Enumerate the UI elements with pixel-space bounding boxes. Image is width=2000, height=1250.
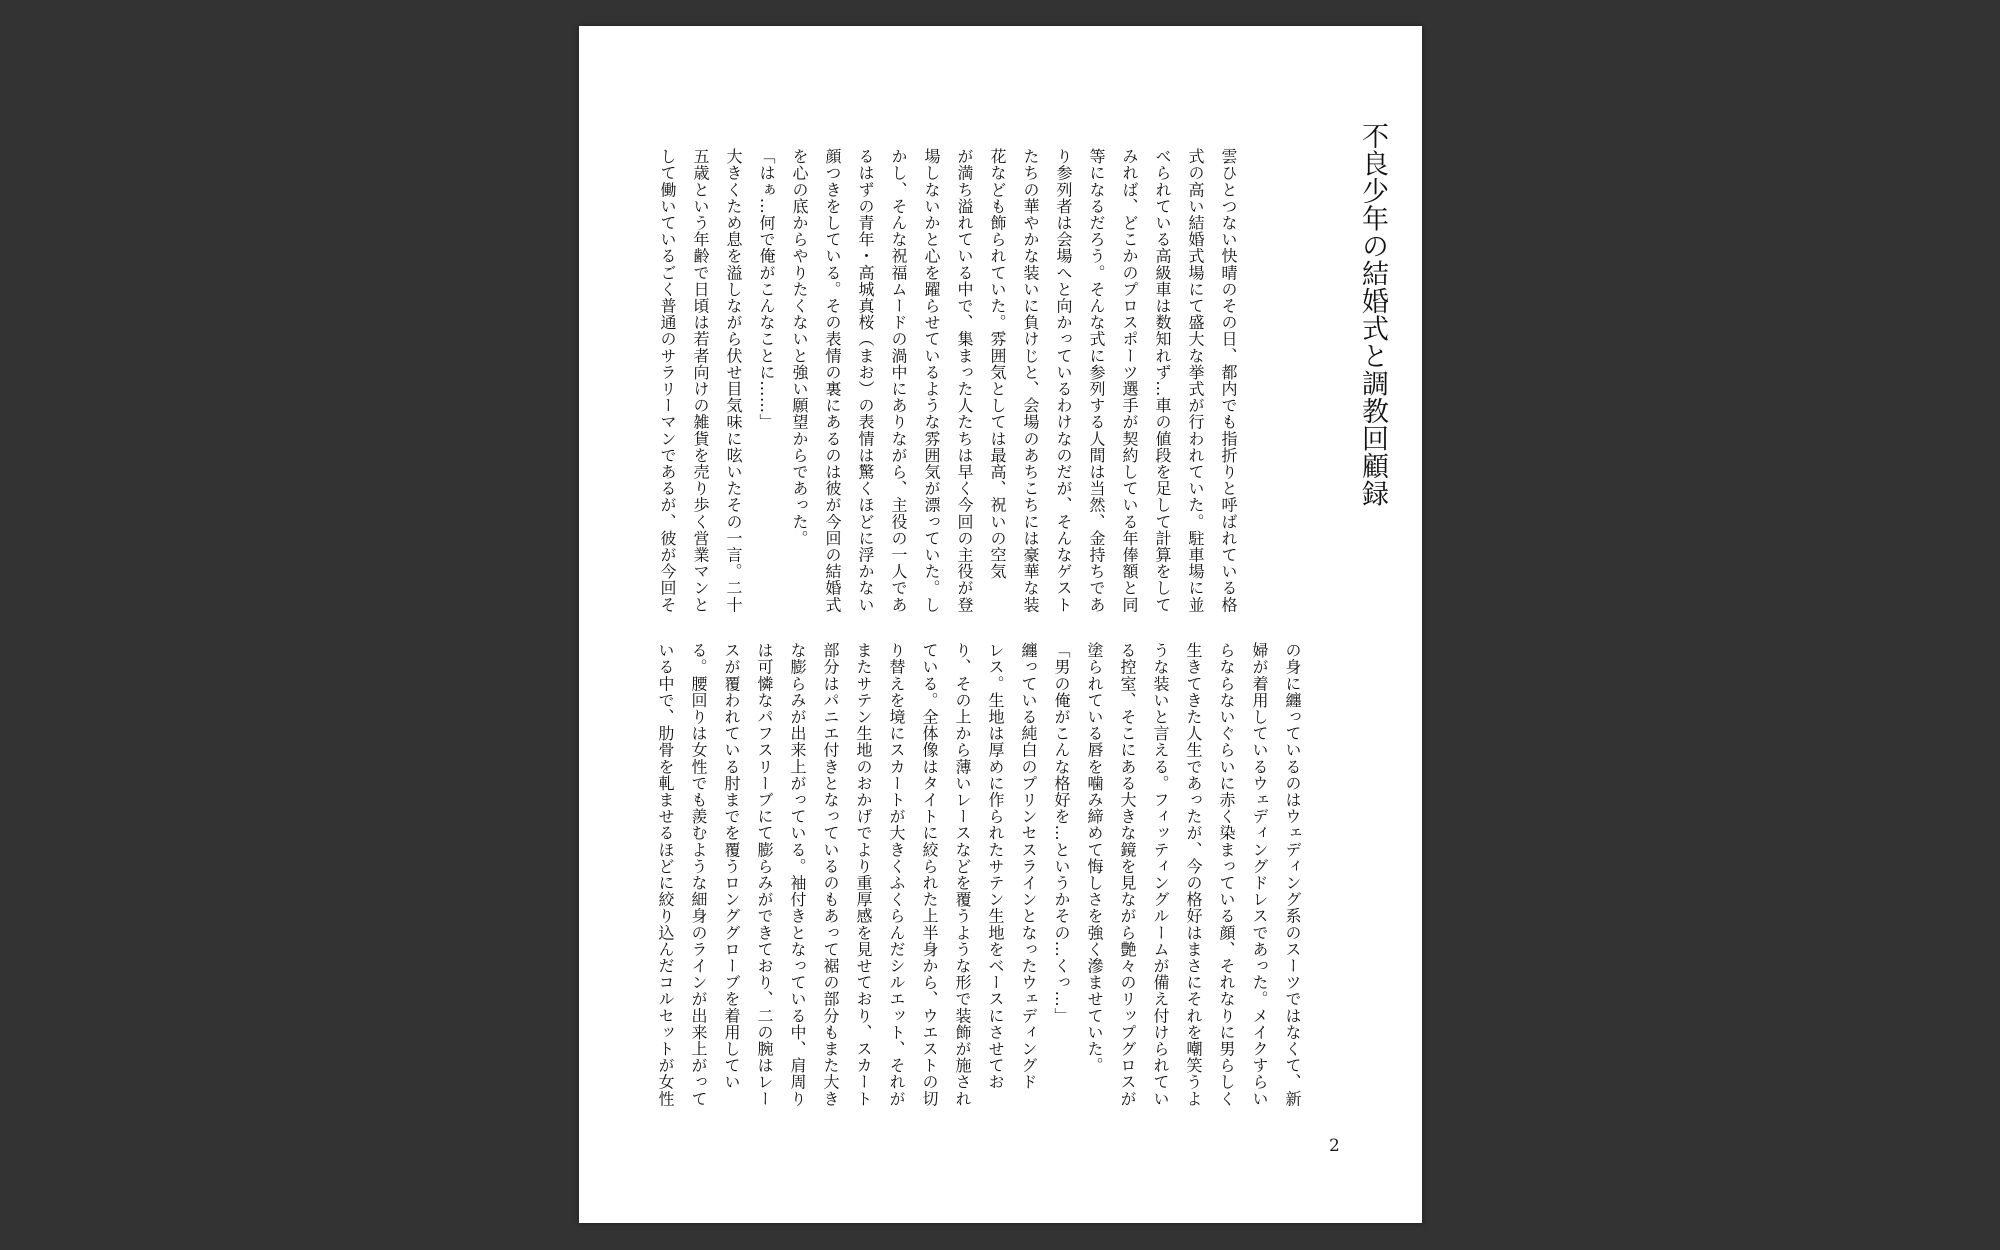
text-line: り、その上から薄いレースなどを覆うような形で装飾が施され xyxy=(953,642,972,1107)
text-line: な膨らみが出来上がっている。袖付きとなっている中、肩周り xyxy=(788,642,807,1107)
text-block-upper xyxy=(658,148,1245,613)
text-line: 部分はパニエ付きとなっているのもあって裾の部分もまた大き xyxy=(821,642,840,1107)
text-line: は可憐なパフスリーブにて膨らみができており、二の腕はレー xyxy=(755,642,774,1107)
text-line: 「はぁ…何で俺がこんなことに……」 xyxy=(757,148,776,431)
text-line: みれば、どこかのプロスポーツ選手が契約している年俸額と同 xyxy=(1120,148,1139,613)
text-line: またサテン生地のおかげでより重厚感を見せており、スカート xyxy=(854,642,873,1107)
text-line: 式の高い結婚式場にて盛大な挙式が行われていた。駐車場に並 xyxy=(1186,148,1205,613)
text-line: 婦が着用しているウェディングドレスであった。メイクすらい xyxy=(1250,642,1269,1107)
page-number: 2 xyxy=(1329,1136,1340,1156)
text-line: かし、そんな祝福ムードの渦中にありながら、主役の一人であ xyxy=(889,148,908,613)
text-line: 顔つきをしている。その表情の裏にあるのは彼が今回の結婚式 xyxy=(823,148,842,613)
text-line: 場しないかと心を躍らせているような雰囲気が漂っていた。し xyxy=(922,148,941,613)
chapter-title: 不良少年の結婚式と調教回顧録 xyxy=(1357,122,1388,507)
text-line: 大きくため息を溢しながら伏せ目気味に呟いたその一言。二十 xyxy=(724,148,743,613)
text-line: たちの華やかな装いに負けじと、会場のあちこちには豪華な装 xyxy=(1021,148,1040,613)
text-line: り参列者は会場へと向かっているわけなのだが、そんなゲスト xyxy=(1054,148,1073,613)
text-line: ている。全体像はタイトに絞られた上半身から、ウエストの切 xyxy=(920,642,939,1107)
text-line: して働いているごく普通のサラリーマンであるが、彼が今回そ xyxy=(658,148,677,613)
text-line: が満ち溢れている中で、集まった人たちは早く今回の主役が登 xyxy=(955,148,974,613)
text-line: を心の底からやりたくないと強い願望からであった。 xyxy=(790,148,809,547)
text-line: うな装いと言える。フィッティングルームが備え付けられてい xyxy=(1151,642,1170,1107)
text-line: いる中で、肋骨を軋ませるほどに絞り込んだコルセットが女性 xyxy=(656,642,675,1107)
text-line: 雲ひとつない快晴のその日、都内でも指折りと呼ばれている格 xyxy=(1219,148,1238,613)
text-block-lower xyxy=(656,642,1309,1142)
text-line: スが覆われている肘までを覆うロンググローブを着用してい xyxy=(722,642,741,1091)
text-line: 纏っている純白のプリンセスラインとなったウェディングド xyxy=(1019,642,1038,1091)
text-line: る。腰回りは女性でも羨むような細身のラインが出来上がって xyxy=(689,642,708,1107)
text-line: 「男の俺がこんな格好を…というかその…くっ…」 xyxy=(1052,642,1071,1024)
text-line: るはずの青年・高城真桜（まお）の表情は驚くほどに浮かない xyxy=(856,148,875,613)
text-line: 花なども飾られていた。雰囲気としては最高、祝いの空気 xyxy=(988,148,1007,580)
text-line: り替えを境にスカートが大きくふくらんだシルエット、それが xyxy=(887,642,906,1107)
text-line: らならないぐらいに赤く染まっている顔、それなりに男らしく xyxy=(1217,642,1236,1107)
text-line: 塗られている唇を噛み締めて悔しさを強く滲ませていた。 xyxy=(1085,642,1104,1074)
text-line: べられている高級車は数知れず…車の値段を足して計算をして xyxy=(1153,148,1172,613)
text-line: 等になるだろう。そんな式に参列する人間は当然、金持ちであ xyxy=(1087,148,1106,613)
text-line: る控室、そこにある大きな鏡を見ながら艶々のリップグロスが xyxy=(1118,642,1137,1107)
document-page xyxy=(579,26,1422,1223)
text-line: 生きてきた人生であったが、今の格好はまさにそれを嘲笑うよ xyxy=(1184,642,1203,1107)
text-line: 五歳という年齢で日頃は若者向けの雑貨を売り歩く営業マンと xyxy=(691,148,710,613)
text-line: の身に纏っているのはウェディング系のスーツではなくて、新 xyxy=(1283,642,1302,1107)
text-line: レス。生地は厚めに作られたサテン生地をベースにさせてお xyxy=(986,642,1005,1091)
